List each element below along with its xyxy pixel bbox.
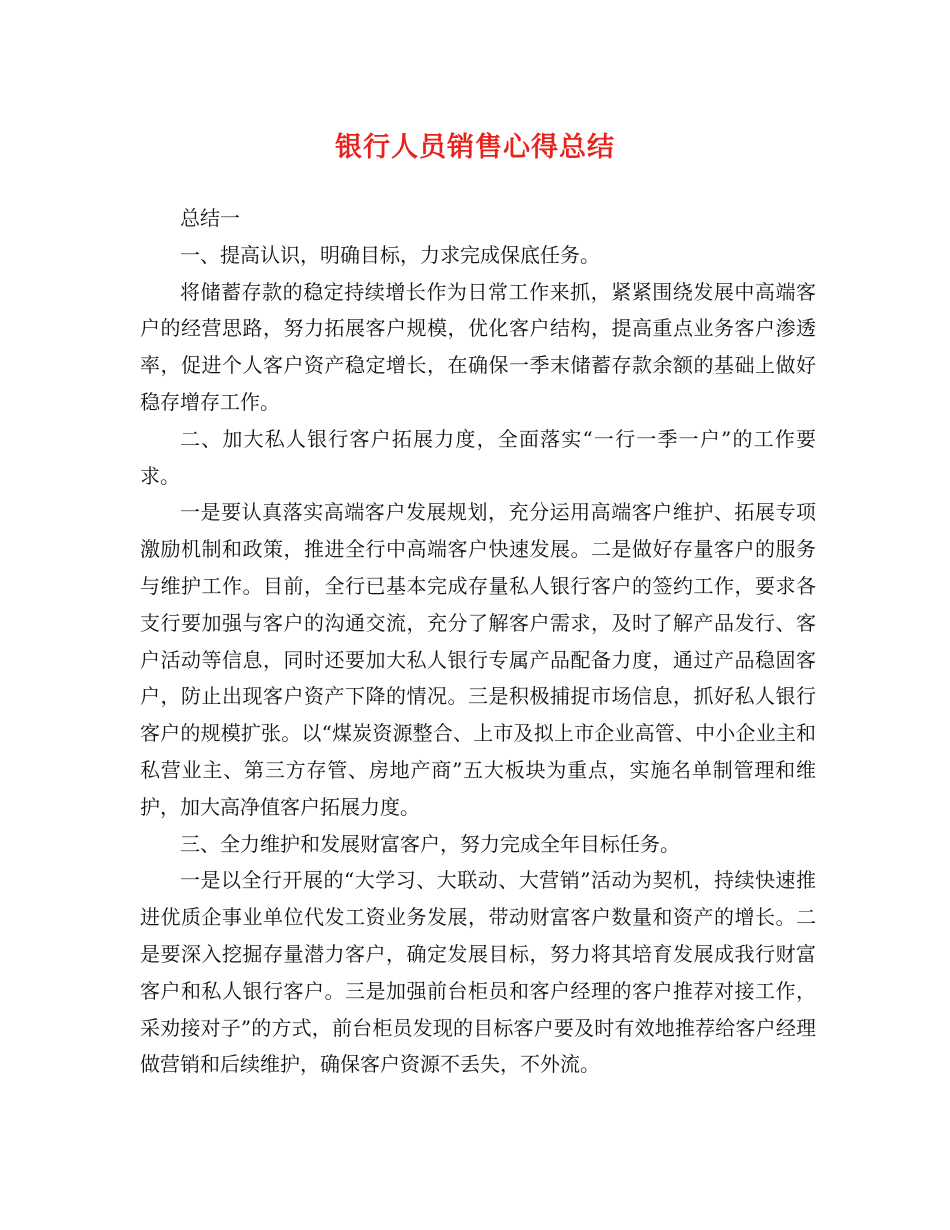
section-heading-one: 一、提高认识，明确目标，力求完成保底任务。 bbox=[180, 242, 600, 267]
body-paragraph: 一是要认真落实高端客户发展规划，充分运用高端客户维护、拓展专项激励机制和政策，推进全行中高端客户快速发展。二是做好存量客户的服务与维护工作。目前，全行已基本完成存量私人银行客户的签约工作，要求各支行要加强与客户的沟通交流，充分了解客户需求，及时了解产品发行、客户活动等信息，同时还要加大私人银行专属产品配备力度，通过产品稳固客户，防止出现客户资产下降的情况。三是积极捕捉市场信息，抓好私人银行客户的规模扩张。以“煤炭资源整合、上市及拟上市企业高管、中小企业主和私营业主、第三方存管、房地产商”五大板块为重点，实施名单制管理和维护，加大高净值客户拓展力度。 bbox=[140, 500, 816, 819]
body-paragraph: 一是以全行开展的“大学习、大联动、大营销”活动为契机，持续快速推进优质企事业单位代发工资业务发展，带动财富客户数量和资产的增长。二是要深入挖掘存量潜力客户，确定发展目标，努力将其培育发展成我行财富客户和私人银行客户。三是加强前台柜员和客户经理的客户推荐对接工作，采劝接对子”的方式，前台柜员发现的目标客户要及时有效地推荐给客户经理做营销和后续维护，确保客户资源不丢失，不外流。 bbox=[140, 868, 816, 1077]
document-body bbox=[140, 200, 816, 1083]
body-paragraph: 将储蓄存款的稳定持续增长作为日常工作来抓，紧紧围绕发展中高端客户的经营思路，努力拓展客户规模，优化客户结构，提高重点业务客户渗透率，促进个人客户资产稳定增长，在确保一季末储蓄存款余额的基础上做好稳存增存工作。 bbox=[140, 279, 816, 414]
section-heading-two: 二、加大私人银行客户拓展力度，全面落实“一行一季一户”的工作要求。 bbox=[140, 426, 816, 488]
section-heading-three: 三、全力维护和发展财富客户，努力完成全年目标任务。 bbox=[180, 831, 680, 856]
section-heading-summary-one: 总结一 bbox=[180, 206, 240, 230]
document-title: 银行人员销售心得总结 bbox=[335, 132, 615, 163]
